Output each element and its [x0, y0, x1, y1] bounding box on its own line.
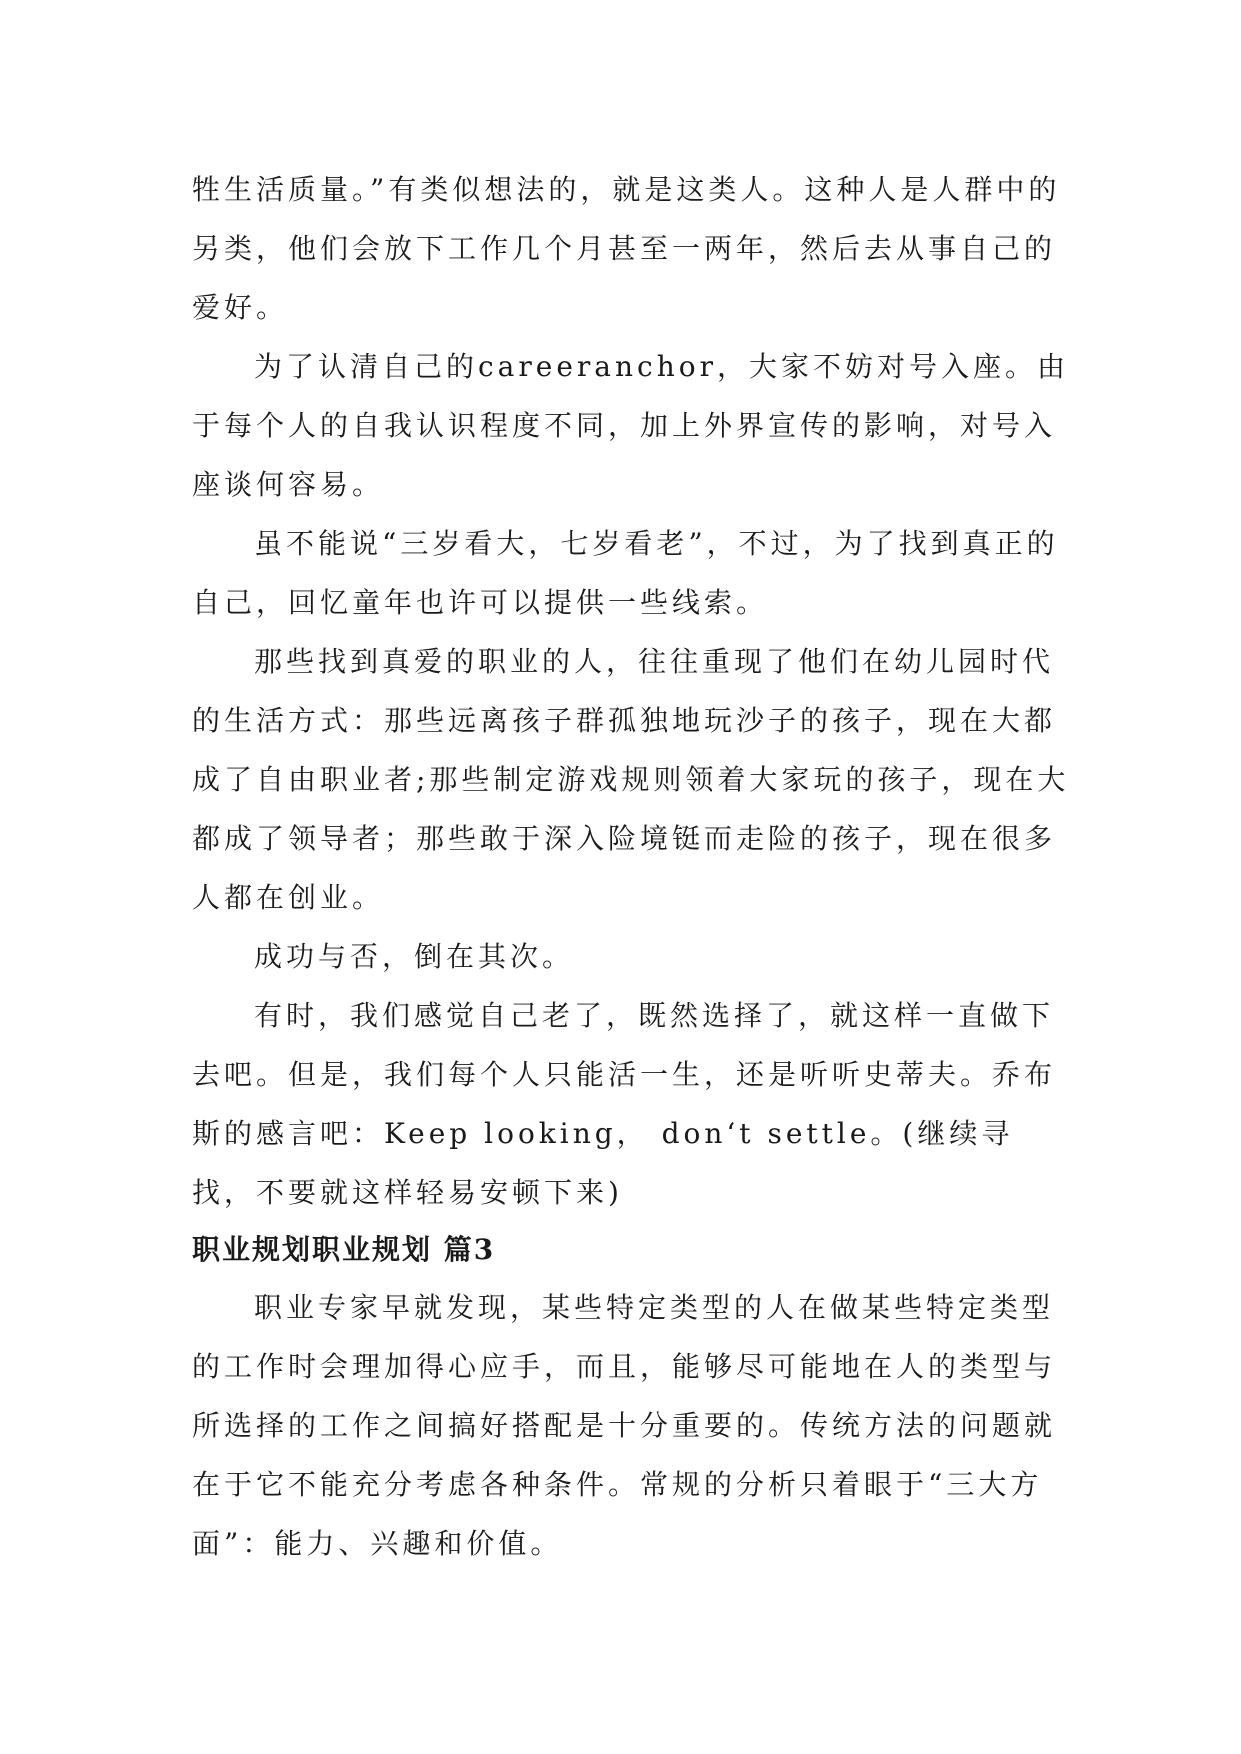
section-heading: 职业规划职业规划 篇3 — [192, 1233, 496, 1266]
document-body — [192, 160, 1072, 1573]
paragraph: 为了认清自己的careeranchor，大家不妨对号入座。由于每个人的自我认识程度不同，加上外界宣传的影响，对号入座谈何容易。 — [192, 350, 1069, 501]
paragraph: 有时，我们感觉自己老了，既然选择了，就这样一直做下去吧。但是，我们每个人只能活一生，还是听听史蒂夫。乔布斯的感言吧：Keep looking， don‘t settle。(继续寻找，不要就这样轻易安顿下来) — [192, 999, 1057, 1209]
paragraph: 牲生活质量。”有类似想法的，就是这类人。这种人是人群中的另类，他们会放下工作几个月甚至一两年，然后去从事自己的爱好。 — [192, 173, 1061, 324]
paragraph: 那些找到真爱的职业的人，往往重现了他们在幼儿园时代的生活方式：那些远离孩子群孤独地玩沙子的孩子，现在大都成了自由职业者;那些制定游戏规则领着大家玩的孩子，现在大都成了领导者；那些敢于深入险境铤而走险的孩子，现在很多人都在创业。 — [192, 645, 1070, 914]
paragraph: 虽不能说“三岁看大，七岁看老”，不过，为了找到真正的自己，回忆童年也许可以提供一些线索。 — [192, 527, 1059, 619]
paragraph: 职业专家早就发现，某些特定类型的人在做某些特定类型的工作时会理加得心应手，而且，能够尽可能地在人的类型与所选择的工作之间搞好搭配是十分重要的。传统方法的问题就在于它不能充分考虑各种条件。常规的分析只着眼于“三大方面”：能力、兴趣和价值。 — [192, 1291, 1057, 1560]
paragraph: 成功与否，倒在其次。 — [254, 940, 575, 973]
